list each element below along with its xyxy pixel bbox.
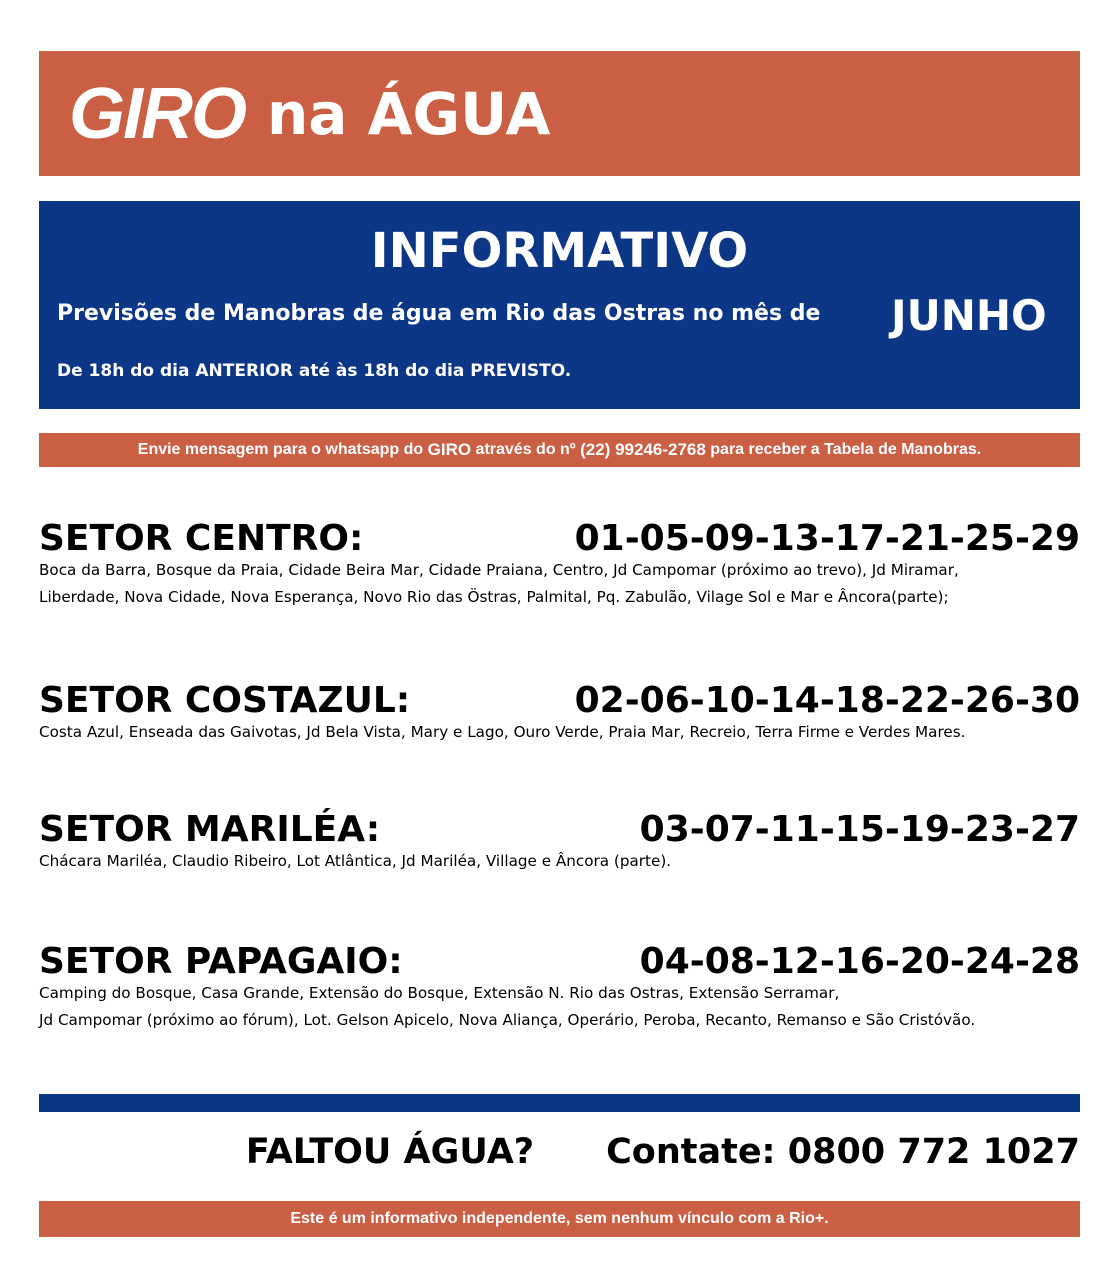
sector-areas-line: Camping do Bosque, Casa Grande, Extensão do Bosque, Extensão N. Rio das Ostras, Extensão Serramar, [39,984,840,1002]
sector-days: 01-05-09-13-17-21-25-29 [574,518,1080,559]
sector-areas [39,848,1080,875]
sector-areas-line: Boca da Barra, Bosque da Praia, Cidade Beira Mar, Cidade Praiana, Centro, Jd Campomar (próximo ao trevo), Jd Miramar, [39,561,959,579]
whatsapp-bar [39,433,1080,467]
sector-name: SETOR COSTAZUL: [39,680,411,721]
sector-name: SETOR MARILÉA: [39,809,381,850]
sector-days: 02-06-10-14-18-22-26-30 [574,680,1080,721]
info-title: INFORMATIVO [370,223,749,279]
sector-areas-line: Chácara Mariléa, Claudio Ribeiro, Lot Atlântica, Jd Mariléa, Village e Âncora (parte). [39,852,672,870]
contact-question: FALTOU ÁGUA? [245,1132,535,1172]
info-subtitle: Previsões de Manobras de água em Rio das Ostras no mês de [57,301,821,326]
sector-costazul [39,680,1080,746]
whatsapp-phone: (22) 99246-2768 [580,440,706,459]
whatsapp-brand: GIRO [427,440,472,459]
sector-name: SETOR CENTRO: [39,518,364,559]
sector-areas-line: Jd Campomar (próximo ao fórum), Lot. Gelson Apicelo, Nova Aliança, Operário, Peroba, Recanto, Remanso e São Cristóvão. [39,1011,976,1029]
sector-areas [39,557,1080,611]
contact-row [39,1132,1080,1172]
info-month: JUNHO [891,291,1047,340]
sector-name: SETOR PAPAGAIO: [39,941,403,982]
sector-areas-line: Costa Azul, Enseada das Gaivotas, Jd Bela Vista, Mary e Lago, Ouro Verde, Praia Mar, Recreio, Terra Firme e Verdes Mares. [39,723,966,741]
footer-disclaimer: Este é um informativo independente, sem nenhum vínculo com a Rio+. [290,1210,829,1227]
sector-areas [39,719,1080,746]
info-box [39,201,1080,409]
sector-papagaio [39,941,1080,1034]
header-banner [39,51,1080,176]
giro-logo: GIRO [69,73,246,154]
sector-days: 04-08-12-16-20-24-28 [639,941,1080,982]
contact-phone: Contate: 0800 772 1027 [606,1132,1080,1172]
sector-areas [39,980,1080,1034]
divider-bar [39,1094,1080,1112]
sector-centro [39,518,1080,611]
info-hours: De 18h do dia ANTERIOR até às 18h do dia PREVISTO. [57,361,572,381]
sector-marilea [39,809,1080,875]
whatsapp-text-mid: através do nº [475,441,576,458]
header-title: na ÁGUA [267,79,551,148]
whatsapp-text-before: Envie mensagem para o whatsapp do [137,441,424,458]
whatsapp-text-after: para receber a Tabela de Manobras. [710,441,982,458]
sector-days: 03-07-11-15-19-23-27 [639,809,1080,850]
footer-bar [39,1201,1080,1237]
sector-areas-line: Liberdade, Nova Cidade, Nova Esperança, Novo Rio das Östras, Palmital, Pq. Zabulão, Vilage Sol e Mar e Âncora(parte); [39,588,949,606]
